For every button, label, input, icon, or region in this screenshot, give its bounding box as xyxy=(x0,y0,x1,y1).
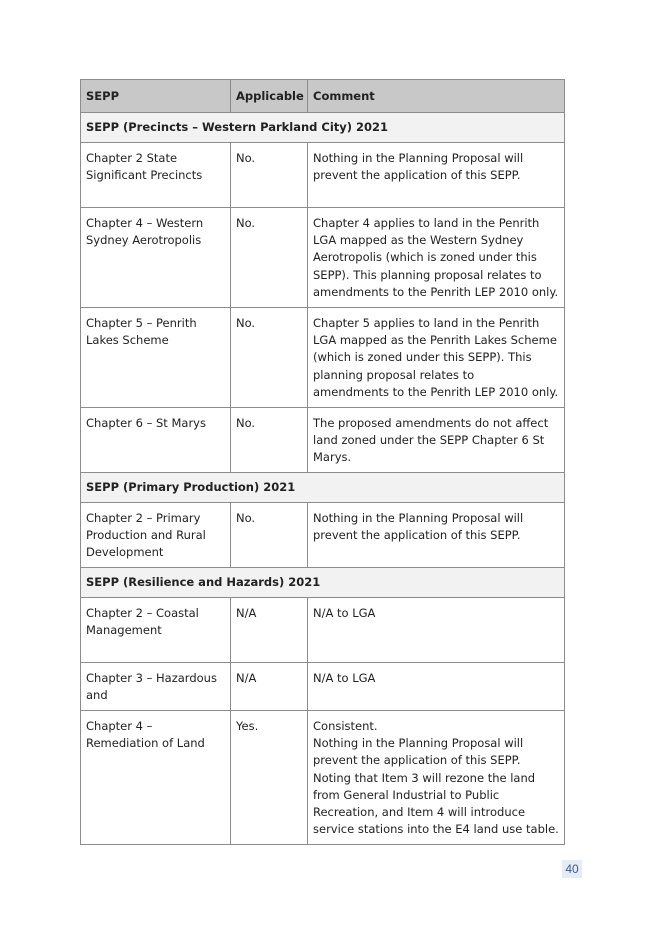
sepp-cell: Chapter 2 – Coastal Management xyxy=(81,598,231,663)
header-applicable: Applicable xyxy=(231,80,308,113)
sepp-table xyxy=(80,79,565,845)
comment-cell: Consistent. Nothing in the Planning Proposal will prevent the application of this SEPP. Noting that Item 3 will rezone the land from General Industrial to Public Recreation, and Item 4 will introduce service stations into the E4 land use table. xyxy=(308,711,565,845)
comment-cell: N/A to LGA xyxy=(308,663,565,711)
sepp-cell: Chapter 2 State Significant Precincts xyxy=(81,143,231,208)
applicable-cell: N/A xyxy=(231,598,308,663)
table-row xyxy=(81,308,565,408)
table-header-row xyxy=(81,80,565,113)
table-row xyxy=(81,711,565,845)
comment-cell: Nothing in the Planning Proposal will prevent the application of this SEPP. xyxy=(308,143,565,208)
applicable-cell: No. xyxy=(231,408,308,473)
sepp-cell: Chapter 4 – Remediation of Land xyxy=(81,711,231,845)
comment-cell: Nothing in the Planning Proposal will prevent the application of this SEPP. xyxy=(308,503,565,568)
comment-cell: Chapter 4 applies to land in the Penrith LGA mapped as the Western Sydney Aerotropolis (which is zoned under this SEPP). This planning proposal relates to amendments to the Penrith LEP 2010 only. xyxy=(308,208,565,308)
comment-cell: N/A to LGA xyxy=(308,598,565,663)
page-number: 40 xyxy=(562,860,582,878)
section-row xyxy=(81,568,565,598)
table-row xyxy=(81,408,565,473)
table-row xyxy=(81,663,565,711)
section-title: SEPP (Precincts – Western Parkland City) 2021 xyxy=(81,113,565,143)
header-sepp: SEPP xyxy=(81,80,231,113)
section-row xyxy=(81,113,565,143)
table-row xyxy=(81,598,565,663)
applicable-cell: No. xyxy=(231,143,308,208)
applicable-cell: No. xyxy=(231,503,308,568)
sepp-cell: Chapter 2 – Primary Production and Rural Development xyxy=(81,503,231,568)
comment-cell: The proposed amendments do not affect land zoned under the SEPP Chapter 6 St Marys. xyxy=(308,408,565,473)
section-title: SEPP (Primary Production) 2021 xyxy=(81,473,565,503)
table-row xyxy=(81,503,565,568)
applicable-cell: Yes. xyxy=(231,711,308,845)
header-comment: Comment xyxy=(308,80,565,113)
sepp-cell: Chapter 5 – Penrith Lakes Scheme xyxy=(81,308,231,408)
sepp-cell: Chapter 4 – Western Sydney Aerotropolis xyxy=(81,208,231,308)
sepp-cell: Chapter 6 – St Marys xyxy=(81,408,231,473)
table-row xyxy=(81,143,565,208)
comment-cell: Chapter 5 applies to land in the Penrith LGA mapped as the Penrith Lakes Scheme (which is zoned under this SEPP). This planning proposal relates to amendments to the Penrith LEP 2010 only. xyxy=(308,308,565,408)
applicable-cell: No. xyxy=(231,308,308,408)
sepp-cell: Chapter 3 – Hazardous and xyxy=(81,663,231,711)
applicable-cell: No. xyxy=(231,208,308,308)
section-row xyxy=(81,473,565,503)
applicable-cell: N/A xyxy=(231,663,308,711)
section-title: SEPP (Resilience and Hazards) 2021 xyxy=(81,568,565,598)
table-row xyxy=(81,208,565,308)
